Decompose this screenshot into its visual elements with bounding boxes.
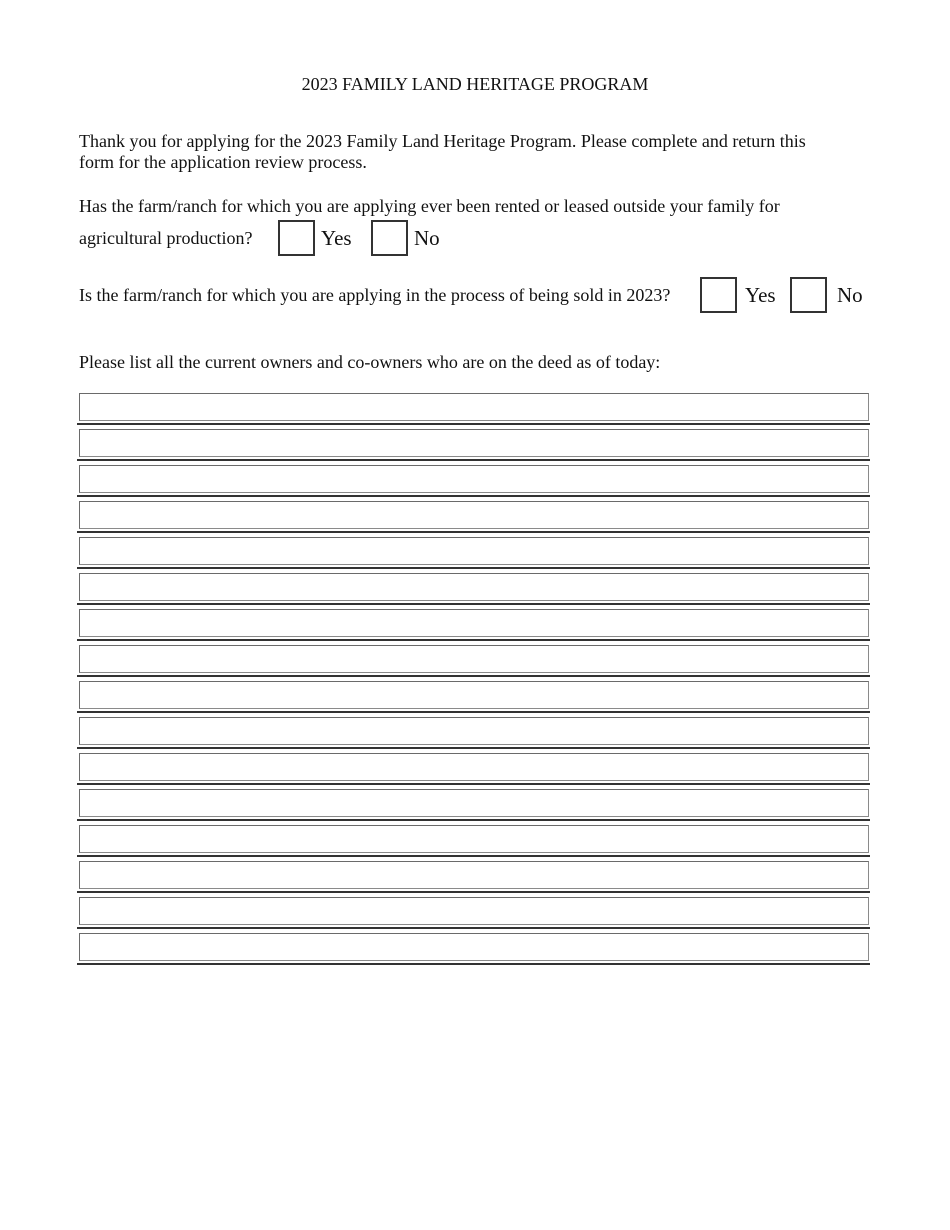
question-2-no-label: No: [837, 283, 863, 307]
owner-name-field[interactable]: [79, 753, 869, 781]
owner-row: [77, 536, 870, 569]
owner-name-field[interactable]: [79, 609, 869, 637]
question-1-yes-label: Yes: [321, 226, 352, 250]
owner-row: [77, 572, 870, 605]
owners-list: [77, 392, 870, 968]
owner-name-field[interactable]: [79, 717, 869, 745]
question-2-yes-checkbox[interactable]: [700, 277, 737, 313]
owner-name-field[interactable]: [79, 861, 869, 889]
owner-row: [77, 680, 870, 713]
owner-name-field[interactable]: [79, 681, 869, 709]
owner-name-field[interactable]: [79, 537, 869, 565]
question-1-no-checkbox[interactable]: [371, 220, 408, 256]
question-1-no-label: No: [414, 226, 440, 250]
owner-row: [77, 716, 870, 749]
owner-name-field[interactable]: [79, 501, 869, 529]
owner-name-field[interactable]: [79, 465, 869, 493]
owner-row: [77, 896, 870, 929]
owner-row: [77, 644, 870, 677]
owner-name-field[interactable]: [79, 573, 869, 601]
question-1-line-1: Has the farm/ranch for which you are applying ever been rented or leased outside your family for: [79, 196, 780, 216]
owner-name-field[interactable]: [79, 393, 869, 421]
owner-row: [77, 392, 870, 425]
intro-paragraph: Thank you for applying for the 2023 Family Land Heritage Program. Please complete and return this form for the application review process.: [79, 131, 806, 172]
owner-row: [77, 428, 870, 461]
question-2-yes-label: Yes: [745, 283, 776, 307]
owners-list-label: Please list all the current owners and co-owners who are on the deed as of today:: [79, 352, 661, 372]
owner-row: [77, 788, 870, 821]
owner-name-field[interactable]: [79, 897, 869, 925]
owner-name-field[interactable]: [79, 789, 869, 817]
owner-name-field[interactable]: [79, 429, 869, 457]
owner-row: [77, 464, 870, 497]
owner-row: [77, 824, 870, 857]
question-2-text: Is the farm/ranch for which you are applying in the process of being sold in 2023?: [79, 285, 671, 305]
question-1-line-2: agricultural production?: [79, 228, 253, 248]
owner-row: [77, 932, 870, 965]
owner-name-field[interactable]: [79, 933, 869, 961]
owner-row: [77, 608, 870, 641]
owner-name-field[interactable]: [79, 645, 869, 673]
owner-row: [77, 500, 870, 533]
question-1-yes-checkbox[interactable]: [278, 220, 315, 256]
form-title: 2023 FAMILY LAND HERITAGE PROGRAM: [301, 74, 649, 94]
owner-row: [77, 752, 870, 785]
owner-row: [77, 860, 870, 893]
question-2-no-checkbox[interactable]: [790, 277, 827, 313]
owner-name-field[interactable]: [79, 825, 869, 853]
